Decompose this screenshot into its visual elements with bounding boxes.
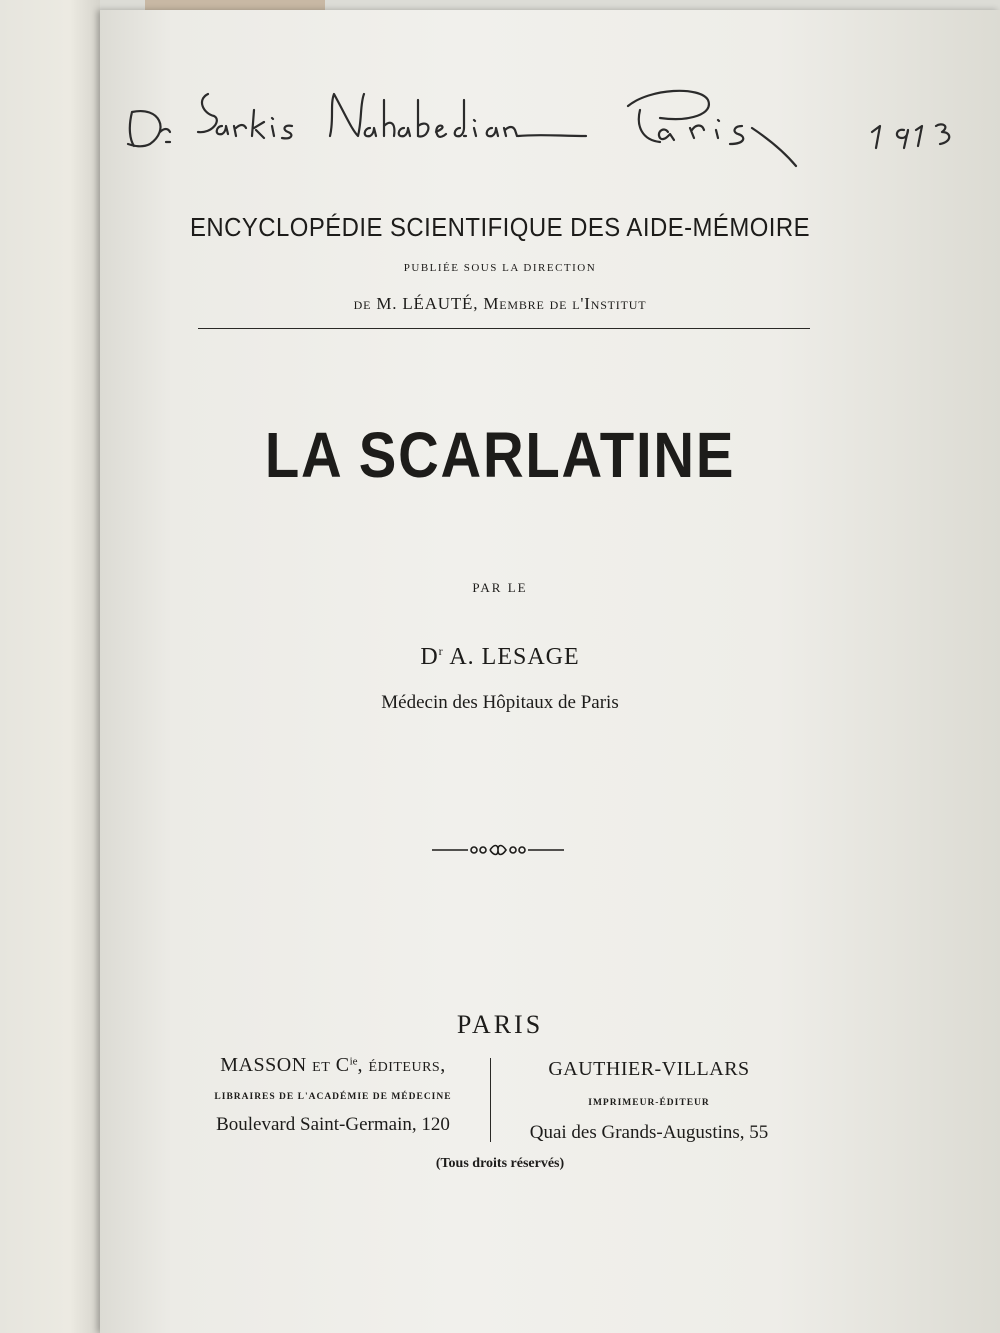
- author-prefix-sup: r: [438, 644, 444, 658]
- publisher-right-subtitle: IMPRIMEUR-ÉDITEUR: [588, 1098, 710, 1108]
- series-title: ENCYCLOPÉDIE SCIENTIFIQUE DES AIDE-MÉMOIRE: [189, 212, 811, 242]
- publisher-left-address: Boulevard Saint-Germain, 120: [216, 1114, 450, 1135]
- rights-notice: (Tous droits réservés): [435, 1156, 565, 1171]
- imprint-divider: [490, 1058, 491, 1142]
- page-tab: [145, 0, 325, 10]
- imprint-city: PARIS: [456, 1010, 544, 1039]
- handwritten-inscription: [0, 70, 1000, 190]
- publisher-left-editeurs: , éditeurs,: [357, 1054, 446, 1076]
- publisher-left-et: et: [312, 1054, 331, 1076]
- publisher-right-name: GAUTHIER-VILLARS: [548, 1058, 750, 1080]
- ornament-divider-icon: [430, 842, 566, 858]
- publisher-left-c: C: [330, 1054, 350, 1076]
- series-editor: de M. LÉAUTÉ, Membre de l'Institut: [353, 294, 647, 313]
- publisher-left-main: MASSON: [220, 1054, 313, 1076]
- publisher-right-address: Quai des Grands-Augustins, 55: [529, 1122, 769, 1143]
- horizontal-rule: [198, 328, 810, 329]
- by-line: PAR LE: [472, 580, 528, 595]
- author-surname: A. LESAGE: [443, 644, 580, 670]
- publisher-left-name: [180, 1054, 486, 1077]
- publisher-left-c-sup: ie: [349, 1055, 358, 1068]
- series-editor-label: PUBLIÉE SOUS LA DIRECTION: [403, 262, 597, 274]
- author-name: [0, 644, 1000, 671]
- author-prefix: D: [420, 644, 439, 670]
- author-affiliation: Médecin des Hôpitaux de Paris: [381, 692, 619, 713]
- book-title: LA SCARLATINE: [264, 419, 736, 491]
- publisher-left-subtitle: LIBRAIRES DE L'ACADÉMIE DE MÉDECINE: [214, 1092, 452, 1102]
